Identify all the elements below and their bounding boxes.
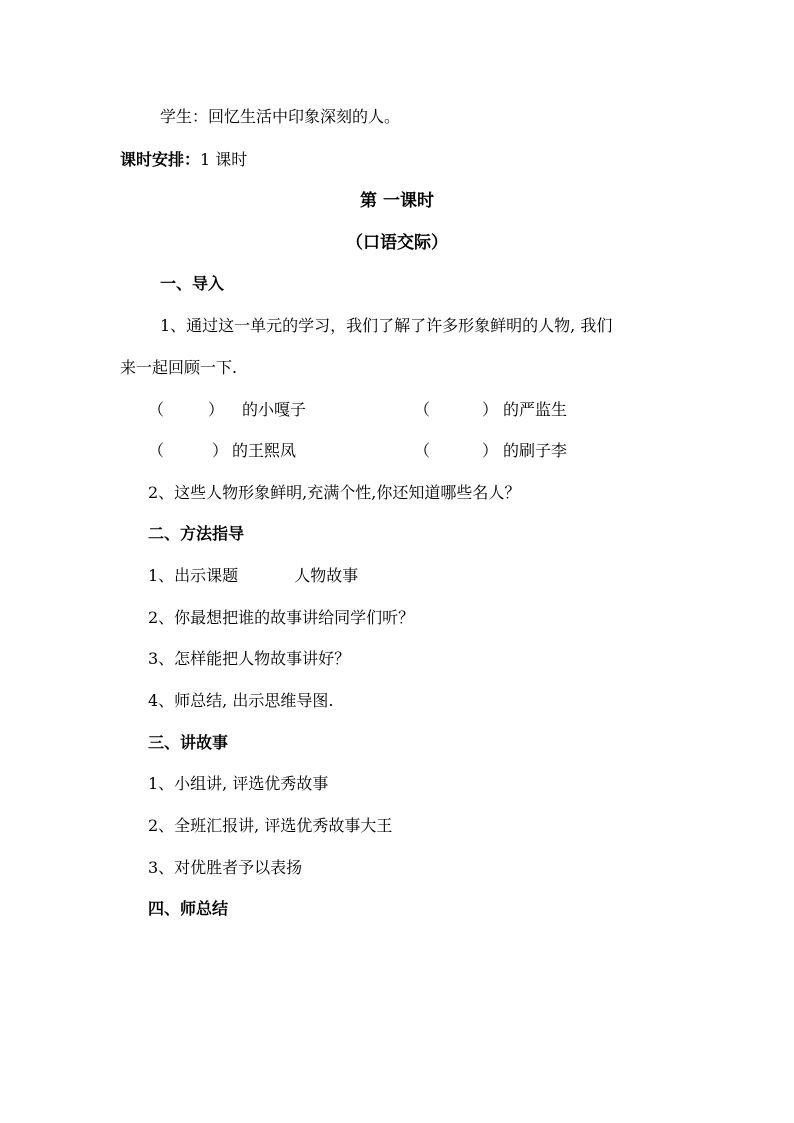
blank-close-paren: ） — [482, 441, 499, 460]
section-heading-method: 二、方法指导 — [148, 524, 245, 543]
story-item-1: 1、小组讲, 评选优秀故事 — [148, 774, 329, 793]
method-item-3: 3、怎样能把人物故事讲好？ — [148, 649, 351, 668]
paragraph-intro-line1: 1、通过这一单元的学习，我们了解了许多形象鲜明的人物, 我们 — [160, 316, 613, 335]
story-item-3: 3、对优胜者予以表扬 — [148, 858, 303, 877]
blank-close-paren: ） — [212, 441, 229, 460]
student-activity: 学生：回忆生活中印象深刻的人。 — [160, 107, 401, 126]
blank-text-xiaogazi: 的小嘎子 — [242, 400, 307, 419]
blank-close-paren: ） — [482, 400, 499, 419]
method-item-1-label: 1、出示课题 — [148, 566, 239, 585]
section-heading-storytelling: 三、讲故事 — [148, 733, 229, 752]
schedule-label: 课时安排： — [120, 150, 201, 169]
fill-blank-row — [0, 441, 794, 461]
method-item-4: 4、师总结, 出示思维导图. — [148, 691, 334, 710]
method-item-1 — [148, 566, 358, 586]
blank-open-paren: （ — [414, 441, 431, 460]
schedule-line — [120, 150, 247, 170]
method-item-1-topic: 人物故事 — [294, 566, 359, 585]
story-item-2: 2、全班汇报讲, 评选优秀故事大王 — [148, 816, 393, 835]
method-item-2: 2、你最想把谁的故事讲给同学们听？ — [148, 608, 415, 627]
blank-text-wangxifeng: 的王熙凤 — [232, 441, 297, 460]
blank-open-paren: （ — [148, 400, 165, 419]
lesson-title: 第 一课时 — [360, 191, 434, 211]
paragraph-intro-question: 2、这些人物形象鲜明,充满个性,你还知道哪些名人？ — [148, 483, 521, 502]
blank-open-paren: （ — [414, 400, 431, 419]
blank-open-paren: （ — [148, 441, 165, 460]
paragraph-intro-line2: 来一起回顾一下. — [120, 358, 238, 377]
blank-text-yanjiansheng: 的严监生 — [503, 400, 568, 419]
section-heading-summary: 四、师总结 — [148, 899, 229, 918]
section-heading-intro: 一、导入 — [160, 274, 225, 293]
blank-text-shuazili: 的刷子李 — [503, 441, 568, 460]
schedule-value: 1 课时 — [200, 150, 248, 169]
lesson-subtitle: （口语交际） — [346, 233, 448, 253]
fill-blank-row — [0, 400, 794, 420]
blank-close-paren: ） — [208, 400, 225, 419]
